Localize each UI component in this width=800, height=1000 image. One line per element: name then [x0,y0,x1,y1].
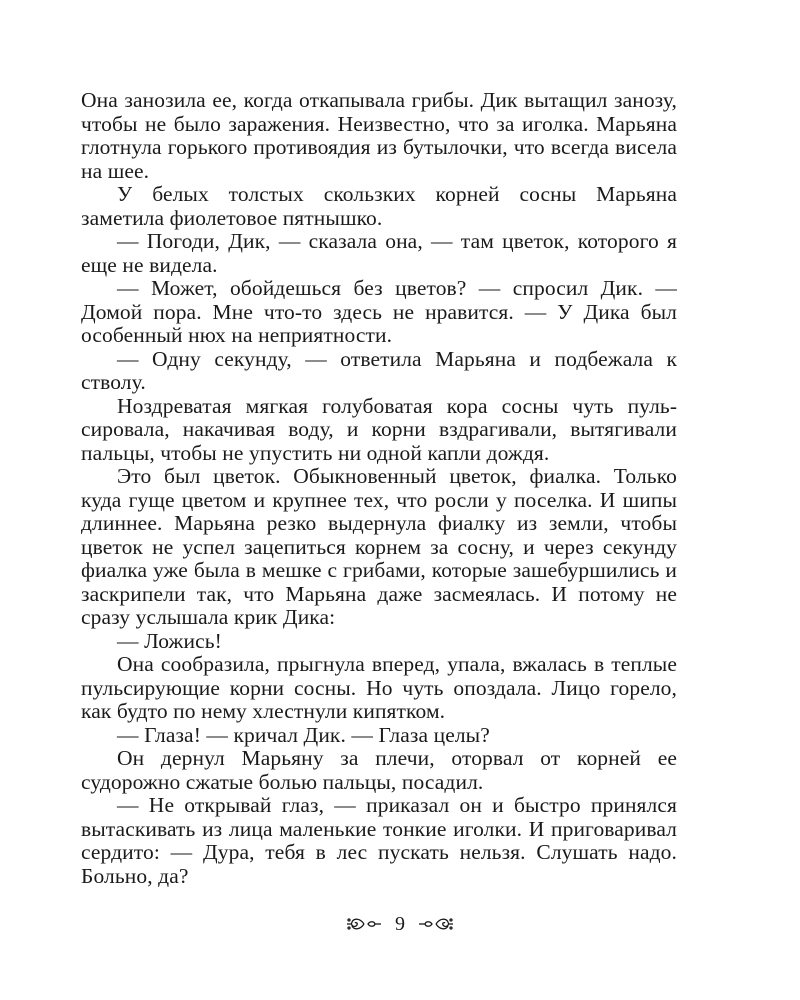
paragraph: — Глаза! — кричал Дик. — Глаза целы? [117,722,490,747]
ornament-left-icon [346,915,382,933]
paragraph: Она занозила ее, когда откапывала грибы. Дик вытащил занозу, чтобы не было заражения. Неизвестно, что за иголка. Марьяна глотнула горького противоядия из бутылочки, что всегда висела на шее. [81,88,677,183]
paragraph: — Может, обойдешься без цветов? — спросил Дик. — Домой пора. Мне что-то здесь не нравится. — У Дика был особенный нюх на неприятности. [81,276,677,347]
paragraph: У белых толстых скользких корней сосны Марьяна заметила фиолетовое пятнышко. [81,182,677,230]
paragraph: — Погоди, Дик, — сказала она, — там цветок, которого я еще не видела. [81,229,677,277]
page-number: 9 [395,913,405,936]
paragraph: — Одну секунду, — ответила Марьяна и подбежала к стволу. [81,346,677,394]
page-body [81,89,677,888]
paragraph: — Ложись! [117,628,222,653]
page-footer [0,911,800,936]
ornament-right-icon [418,915,454,933]
paragraph: Он дернул Марьяну за плечи, оторвал от корней ее судорожно сжатые болью пальцы, посадил. [81,746,677,794]
paragraph: Ноздреватая мягкая голубоватая кора сосны чуть пульсировала, накачивая воду, и корни вздрагивали, вытягивали пальцы, чтобы не упустить ни одной капли дождя. [81,393,677,465]
paragraph: Это был цветок. Обыкновенный цветок, фиалка. Только куда гуще цветом и крупнее тех, что росли у поселка. И шипы длиннее. Марьяна резко выдернула фиалку из земли, чтобы цветок не успел зацепиться корнем за сосну, и через секунду фиалка уже была в мешке с грибами, которые зашебуршились и заскрипели так, что Марьяна даже засмеялась. И потому не сразу услышала крик Дика: [81,464,677,629]
paragraph: — Не открывай глаз, — приказал он и быстро принялся вытаскивать из лица маленькие тонкие иголки. И приговаривал сердито: — Дура, тебя в лес пускать нельзя. Слушать надо. Больно, да? [81,793,677,888]
paragraph: Она сообразила, прыгнула вперед, упала, вжалась в теплые пульсирующие корни сосны. Но чуть опоздала. Лицо горело, как будто по нему хлестнули кипятком. [81,652,677,723]
